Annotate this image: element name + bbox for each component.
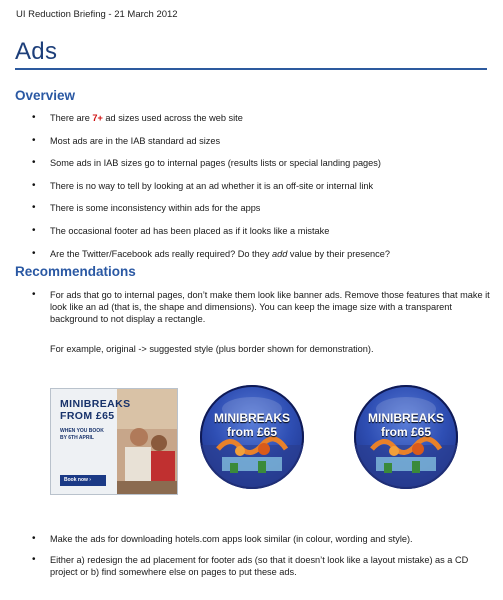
list-item: • Some ads in IAB sizes go to internal pages (results lists or special landing pages) [30, 157, 490, 169]
recommendations-list-continued [30, 533, 490, 587]
highlight-count: 7+ [92, 113, 103, 123]
banner-ad-original[interactable] [50, 388, 178, 495]
circle-ad-line1: MINIBREAKS [213, 411, 290, 425]
list-item: • For ads that go to internal pages, don’t make them look like banner ads. Remove those features that make it look like an ad (that is, the shape and dimensions). You can keep the image size with a transparent background to not display a rectangle. [30, 289, 490, 325]
list-item: • Are the Twitter/Facebook ads really required? Do they add value by their presence? [30, 248, 490, 260]
circle-ad-line1: MINIBREAKS [367, 411, 444, 425]
document-header: UI Reduction Briefing - 21 March 2012 [16, 9, 178, 20]
overview-heading: Overview [15, 88, 76, 103]
banner-small-line2: BY 6TH APRIL [60, 435, 94, 441]
banner-title-line2: FROM £65 [60, 410, 115, 422]
page-title: Ads [15, 38, 58, 65]
book-now-button[interactable]: Book now › [60, 475, 106, 486]
list-item: • There are 7+ ad sizes used across the web site [30, 112, 490, 124]
recommendations-heading: Recommendations [15, 264, 136, 279]
recommendations-list [30, 289, 490, 325]
circle-ad-line2: from £65 [226, 425, 278, 439]
overview-list [30, 112, 490, 270]
example-caption: For example, original -> suggested style (plus border shown for demonstration). [50, 344, 374, 354]
list-item: • Most ads are in the IAB standard ad sizes [30, 135, 490, 147]
list-item: • The occasional footer ad has been placed as if it looks like a mistake [30, 225, 490, 237]
banner-small-line1: WHEN YOU BOOK [60, 428, 104, 434]
list-item: • There is some inconsistency within ads for the apps [30, 202, 490, 214]
title-divider [15, 68, 487, 70]
emphasis-add: add [271, 248, 288, 259]
banner-title-line1: MINIBREAKS [60, 398, 131, 410]
list-item: • Make the ads for downloading hotels.com apps look similar (in colour, wording and style). [30, 533, 490, 545]
list-item: • There is no way to tell by looking at an ad whether it is an off-site or internal link [30, 180, 490, 192]
list-item: • Either a) redesign the ad placement for footer ads (so that it doesn’t look like a layout mistake) as a CD project or b) find somewhere else on pages to put these ads. [30, 554, 490, 578]
circle-ad-line2: from £65 [380, 425, 432, 439]
circle-ad-suggested[interactable] [200, 385, 304, 489]
circle-ad-suggested-bordered[interactable] [354, 385, 458, 489]
